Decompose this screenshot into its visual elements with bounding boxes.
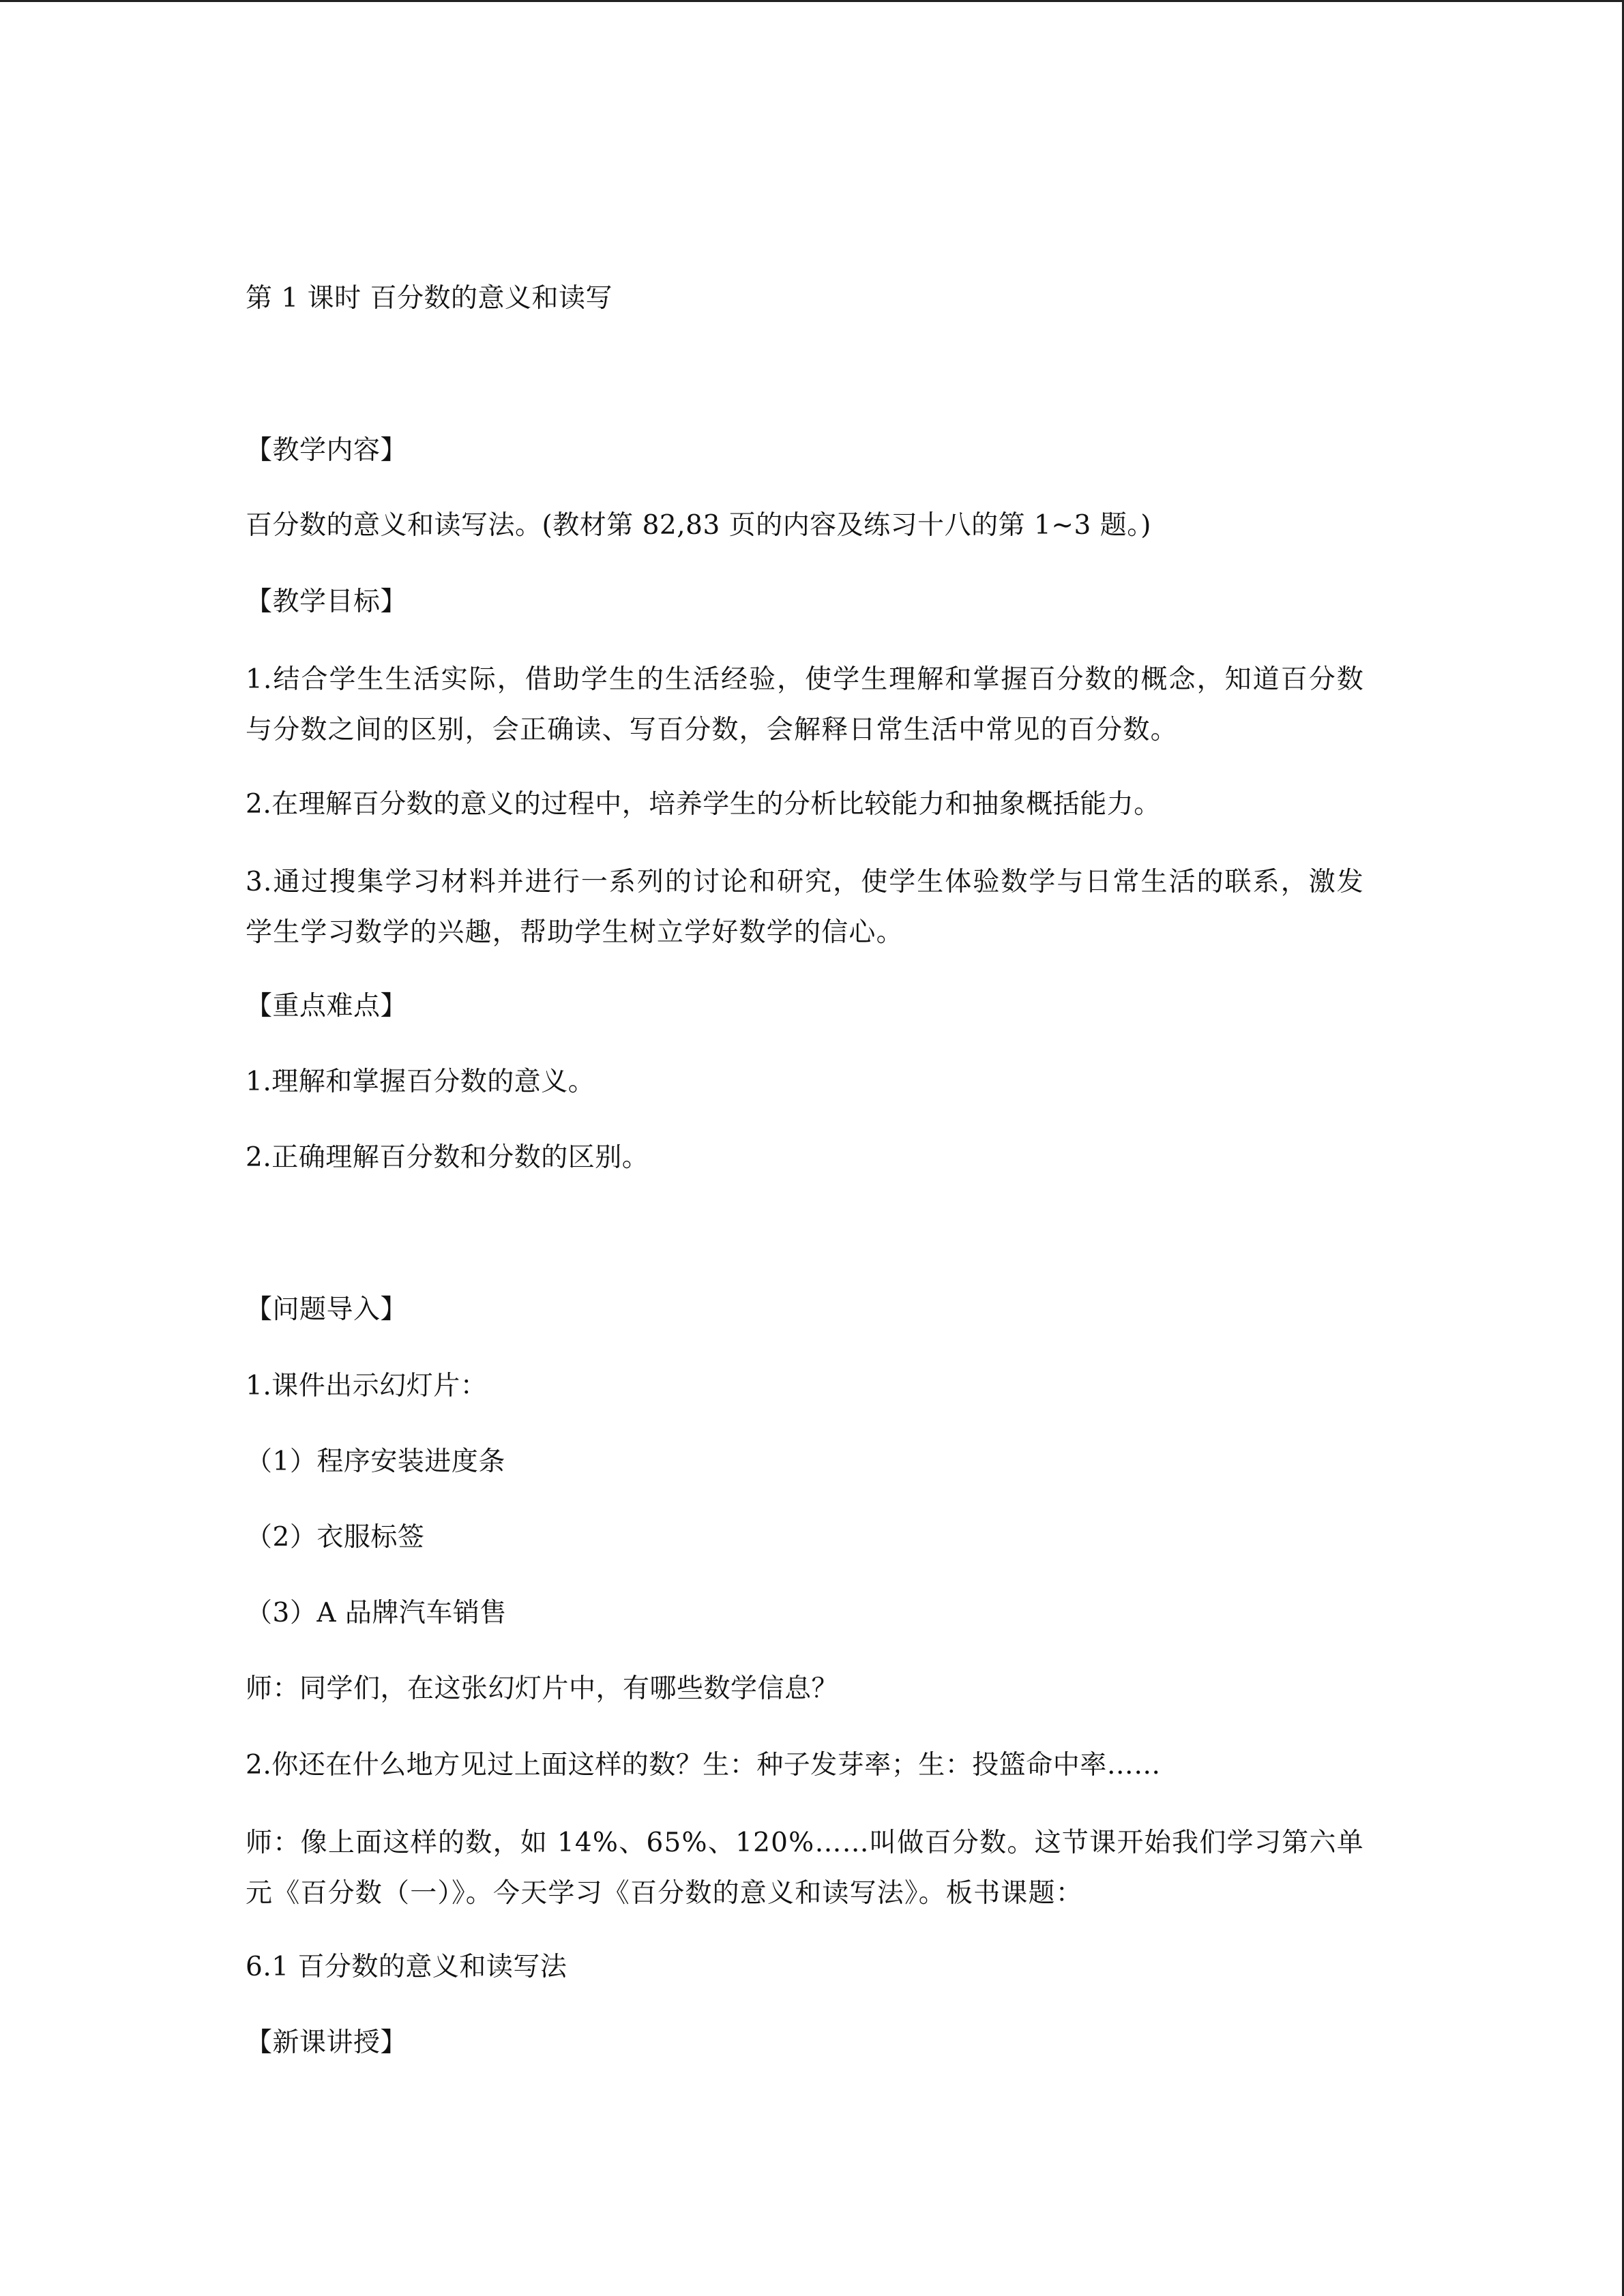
content-text: 百分数的意义和读写法。(教材第 82,83 页的内容及练习十八的第 1~3 题。) [246,510,1151,541]
intro-item-2: 2.你还在什么地方见过上面这样的数？生：种子发芽率；生：投篮命中率…… [246,1750,1161,1780]
teacher-question-1: 师：同学们，在这张幻灯片中，有哪些数学信息？ [246,1673,839,1704]
intro-item-1a: （1）程序安装进度条 [246,1446,505,1477]
key-2: 2.正确理解百分数和分数的区别。 [246,1142,649,1173]
new-lesson-heading: 【新课讲授】 [246,2027,408,2058]
content-heading: 【教学内容】 [246,435,408,466]
teacher-question-2: 师：像上面这样的数，如 14%、65%、120%……叫做百分数。这节课开始我们学习第六单元《百分数（一）》。今天学习《百分数的意义和读写法》。板书课题： [246,1828,1364,1909]
board-title: 6.1 百分数的意义和读写法 [246,1952,567,1982]
key-heading: 【重点难点】 [246,991,408,1022]
goal-3: 3.通过搜集学习材料并进行一系列的讨论和研究，使学生体验数学与日常生活的联系，激发学生学习数学的兴趣，帮助学生树立学好数学的信心。 [246,867,1364,948]
goal-1: 1.结合学生生活实际，借助学生的生活经验，使学生理解和掌握百分数的概念，知道百分数与分数之间的区别，会正确读、写百分数，会解释日常生活中常见的百分数。 [246,664,1364,745]
key-1: 1.理解和掌握百分数的意义。 [246,1067,595,1097]
intro-item-1: 1.课件出示幻灯片： [246,1371,488,1401]
intro-item-1c: （3）A 品牌汽车销售 [246,1598,507,1628]
intro-item-1b: （2）衣服标签 [246,1522,425,1553]
goals-heading: 【教学目标】 [246,586,408,617]
goal-2: 2.在理解百分数的意义的过程中，培养学生的分析比较能力和抽象概括能力。 [246,789,1161,820]
lesson-title: 第 1 课时 百分数的意义和读写 [246,283,613,314]
intro-heading: 【问题导入】 [246,1294,408,1325]
